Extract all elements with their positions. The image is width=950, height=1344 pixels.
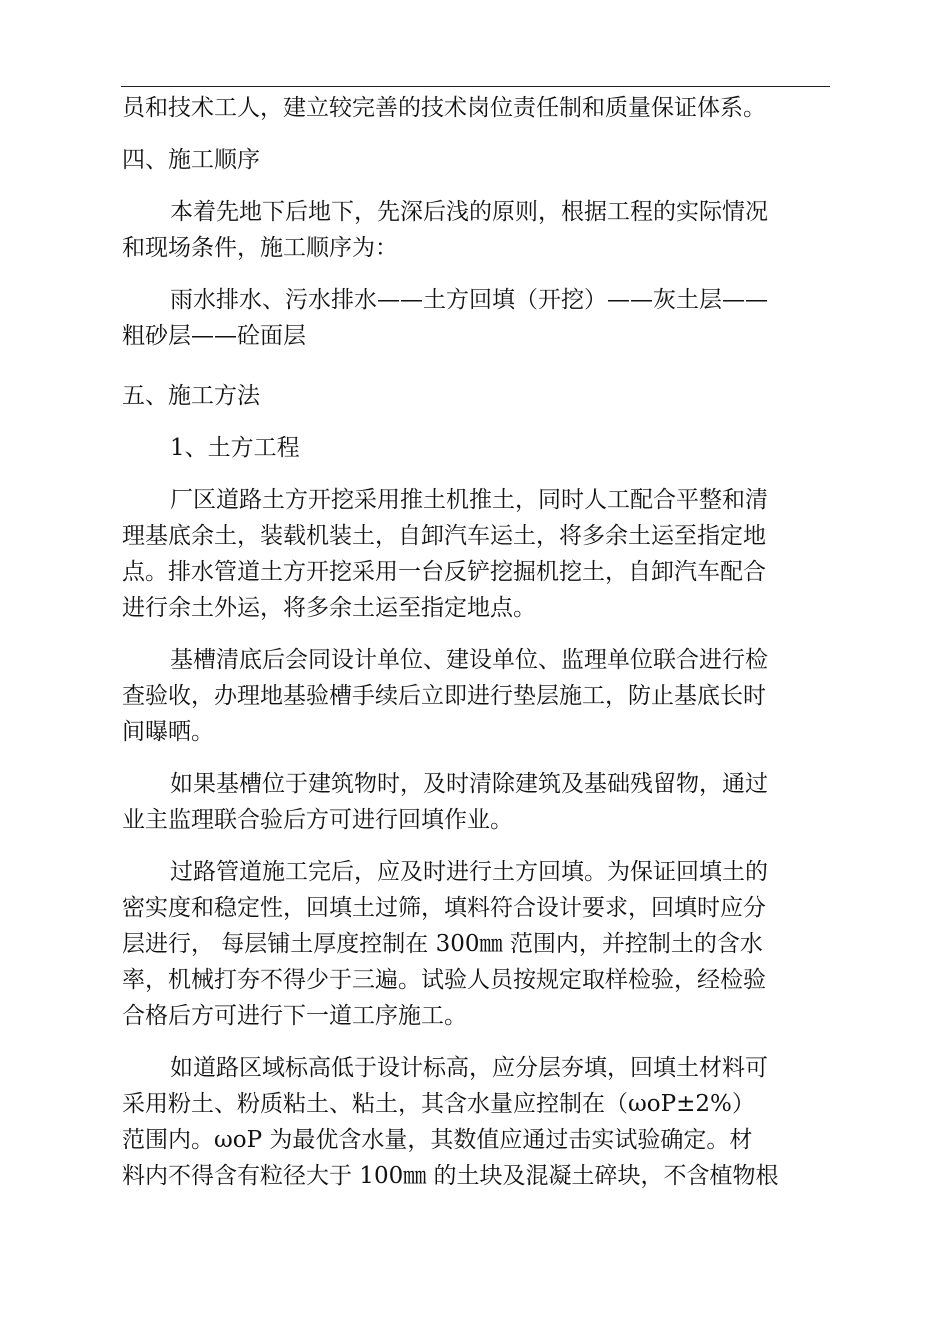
text-line: 率，机械打夯不得少于三遍。试验人员按规定取样检验，经检验	[122, 967, 766, 993]
paragraph	[122, 282, 830, 354]
text-line: 点。排水管道土方开挖采用一台反铲挖掘机挖土，自卸汽车配合	[122, 559, 766, 585]
text-line: 本着先地下后地下，先深后浅的原则，根据工程的实际情况	[170, 199, 768, 225]
header-rule	[121, 86, 830, 87]
paragraph	[122, 854, 830, 1034]
paragraph	[122, 766, 830, 838]
paragraph	[122, 90, 830, 126]
text-line: 四、施工顺序	[122, 147, 260, 173]
text-line: 间曝晒。	[122, 719, 214, 745]
text-line: 雨水排水、污水排水——土方回填（开挖）——灰土层——	[170, 287, 768, 313]
paragraph	[122, 194, 830, 266]
section-heading	[122, 378, 830, 414]
document-body	[122, 90, 830, 1194]
subsection-heading	[122, 430, 830, 466]
text-line: 进行余土外运，将多余土运至指定地点。	[122, 595, 536, 621]
text-line: 过路管道施工完后，应及时进行土方回填。为保证回填土的	[170, 859, 768, 885]
paragraph	[122, 642, 830, 750]
paragraph	[122, 482, 830, 626]
text-line: 层进行， 每层铺土厚度控制在 300㎜ 范围内，并控制土的含水	[122, 931, 763, 957]
text-line: 员和技术工人，建立较完善的技术岗位责任制和质量保证体系。	[122, 95, 766, 121]
text-line: 密实度和稳定性，回填土过筛，填料符合设计要求，回填时应分	[122, 895, 766, 921]
text-line: 业主监理联合验后方可进行回填作业。	[122, 807, 513, 833]
text-line: 查验收，办理地基验槽手续后立即进行垫层施工，防止基底长时	[122, 683, 766, 709]
text-line: 合格后方可进行下一道工序施工。	[122, 1003, 467, 1029]
text-line: 1、土方工程	[170, 435, 300, 461]
text-line: 采用粉土、粉质粘土、粘土，其含水量应控制在（ωоP±2%）	[122, 1091, 755, 1117]
text-line: 理基底余土，装载机装土，自卸汽车运土，将多余土运至指定地	[122, 523, 766, 549]
text-line: 如道路区域标高低于设计标高，应分层夯填，回填土材料可	[170, 1055, 768, 1081]
text-line: 基槽清底后会同设计单位、建设单位、监理单位联合进行检	[170, 647, 768, 673]
text-line: 粗砂层——砼面层	[122, 323, 306, 349]
text-line: 如果基槽位于建筑物时，及时清除建筑及基础残留物，通过	[170, 771, 768, 797]
text-line: 和现场条件，施工顺序为：	[122, 235, 398, 261]
section-heading	[122, 142, 830, 178]
text-line: 料内不得含有粒径大于 100㎜ 的土块及混凝土碎块，不含植物根	[122, 1163, 779, 1189]
text-line: 范围内。ωоP 为最优含水量，其数值应通过击实试验确定。材	[122, 1127, 753, 1153]
paragraph	[122, 1050, 830, 1194]
text-line: 厂区道路土方开挖采用推土机推土，同时人工配合平整和清	[170, 487, 768, 513]
text-line: 五、施工方法	[122, 383, 260, 409]
